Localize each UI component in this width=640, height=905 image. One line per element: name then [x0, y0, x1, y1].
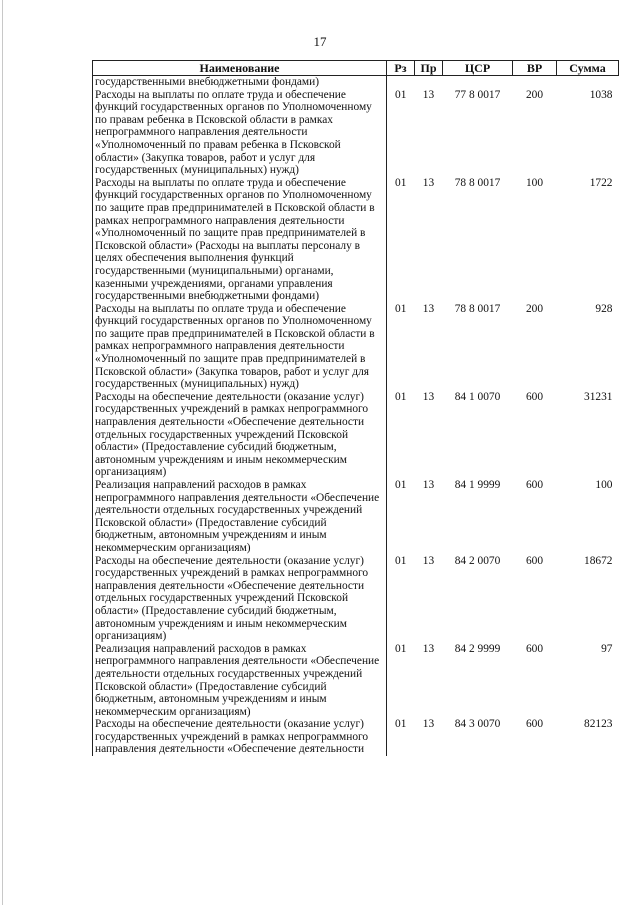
row-sum: 100: [595, 479, 613, 491]
header-sum: Сумма: [557, 61, 619, 76]
row-pr: 13: [422, 176, 435, 189]
row-name: государственными внебюджетными фондами): [93, 76, 387, 89]
scan-edge-line: [2, 0, 3, 905]
row-name: Реализация направлений расходов в рамках непрограммного направления деятельности «Обеспечение деятельности отдельных государственных учреждений Псковской области» (Предоставление субсидий бюджетным, автономным учреждениям и иным некоммерческим организациям): [93, 479, 387, 555]
table-row: [93, 303, 619, 391]
row-name: Расходы на выплаты по оплате труда и обеспечение функций государственных органов по Уполномоченному по защите прав предпринимателей в Псковской области в рамках непрограммного направления деятельности «Уполномоченный по защите прав предпринимателей в Псковской области» (Закупка товаров, работ и услуг для государственных (муниципальных) нужд): [93, 303, 387, 391]
row-sum: [557, 76, 619, 89]
table-row: [93, 718, 619, 756]
row-vr: 100: [525, 176, 544, 189]
row-csr: 84 2 9999: [454, 642, 501, 655]
table-row: [93, 89, 619, 177]
row-vr: 600: [525, 390, 544, 403]
row-rz: 01: [395, 554, 407, 567]
row-sum: 97: [601, 642, 613, 655]
row-rz: 01: [395, 390, 407, 403]
row-pr: [415, 76, 443, 89]
row-name: Расходы на выплаты по оплате труда и обеспечение функций государственных органов по Уполномоченному по защите прав предпринимателей в Псковской области в рамках непрограммного направления деятельности «Уполномоченный по защите прав предпринимателей в Псковской области» (Расходы на выплаты персоналу в целях обеспечения выполнения функций государственными (муниципальными) органами, казенными учреждениями, органами управления государственными внебюджетными фондами): [93, 177, 387, 303]
row-csr: 77 8 0017: [454, 88, 501, 101]
row-rz: 01: [395, 642, 407, 655]
row-rz: 01: [395, 718, 407, 731]
row-vr: 600: [525, 718, 544, 731]
row-name: Реализация направлений расходов в рамках непрограммного направления деятельности «Обеспечение деятельности отдельных государственных учреждений Псковской области» (Предоставление субсидий бюджетным, автономным учреждениям и иным некоммерческим организациям): [93, 643, 387, 719]
row-sum: 82123: [584, 718, 613, 731]
row-vr: 200: [525, 88, 544, 101]
row-sum: 928: [595, 302, 613, 315]
row-rz: [387, 76, 415, 89]
row-vr: [513, 76, 557, 89]
row-vr: 200: [525, 302, 544, 315]
row-rz: 01: [395, 88, 407, 101]
row-pr: 13: [422, 302, 435, 315]
table-row: [93, 391, 619, 479]
header-rz: Рз: [387, 61, 415, 76]
row-csr: 78 8 0017: [454, 176, 501, 189]
header-csr: ЦСР: [443, 61, 513, 76]
row-name: Расходы на обеспечение деятельности (оказание услуг) государственных учреждений в рамках непрограммного направления деятельности «Обеспечение деятельности отдельных государственных учреждений Псковской области» (Предоставление субсидий бюджетным, автономным учреждениям и иным некоммерческим организациям): [93, 555, 387, 643]
row-vr: 600: [525, 554, 544, 567]
table-row: [93, 479, 619, 555]
table-row: [93, 643, 619, 719]
row-csr: [443, 76, 513, 89]
row-csr: 84 2 0070: [454, 554, 501, 567]
row-name: Расходы на обеспечение деятельности (оказание услуг) государственных учреждений в рамках непрограммного направления деятельности «Обеспечение деятельности отдельных государственных учреждений Псковской области» (Предоставление субсидий бюджетным, автономным учреждениям и иным некоммерческим организациям): [93, 391, 387, 479]
row-rz: 01: [395, 176, 407, 189]
row-sum: 31231: [584, 390, 613, 403]
table-row: [93, 177, 619, 303]
page-number: 17: [313, 34, 327, 49]
header-pr: Пр: [415, 61, 443, 76]
row-pr: 13: [422, 88, 435, 101]
row-name: Расходы на обеспечение деятельности (оказание услуг) государственных учреждений в рамках непрограммного направления деятельности «Обеспечение деятельности: [93, 718, 387, 756]
row-rz: 01: [395, 302, 407, 315]
row-csr: 84 1 0070: [454, 390, 501, 403]
row-pr: 13: [422, 642, 435, 655]
header-name: Наименование: [93, 61, 387, 76]
table-row: [93, 76, 619, 89]
budget-table: [92, 60, 619, 756]
row-sum: 1038: [589, 88, 613, 101]
row-pr: 13: [422, 718, 435, 731]
row-vr: 600: [525, 642, 544, 655]
row-rz: 01: [395, 479, 407, 491]
header-vr: ВР: [513, 61, 557, 76]
table-header-row: [93, 61, 619, 76]
row-name: Расходы на выплаты по оплате труда и обеспечение функций государственных органов по Уполномоченному по правам ребенка в Псковской области в рамках непрограммного направления деятельности «Уполномоченный по правам ребенка в Псковской области» (Закупка товаров, работ и услуг для государственных (муниципальных) нужд): [93, 89, 387, 177]
row-csr: 78 8 0017: [454, 302, 501, 315]
row-pr: 13: [422, 390, 435, 403]
row-pr: 13: [422, 479, 435, 491]
row-sum: 18672: [584, 554, 613, 567]
row-csr: 84 1 9999: [454, 479, 501, 491]
row-vr: 600: [525, 479, 544, 491]
table-row: [93, 555, 619, 643]
row-sum: 1722: [589, 176, 613, 189]
row-csr: 84 3 0070: [454, 718, 501, 731]
row-pr: 13: [422, 554, 435, 567]
